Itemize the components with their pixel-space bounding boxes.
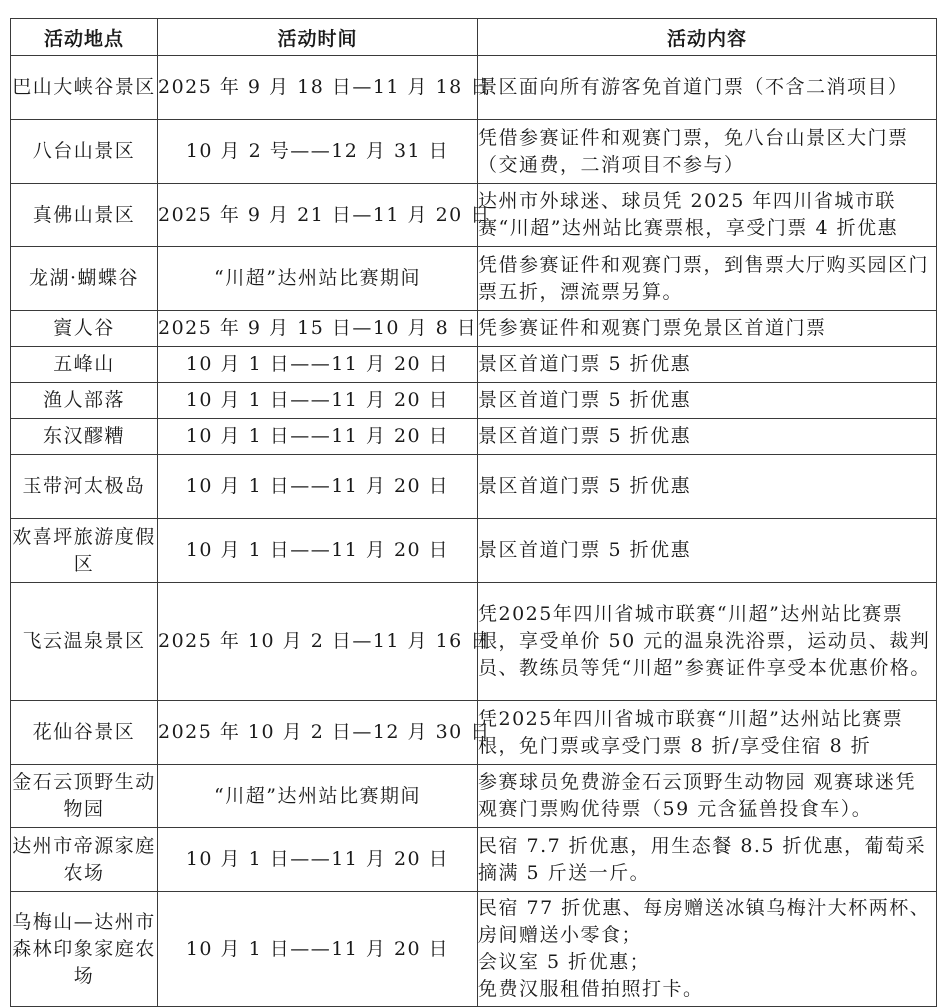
content-cell	[478, 383, 937, 419]
time-cell: 2025 年 9 月 15 日—10 月 8 日	[158, 311, 478, 347]
content-line: 景区面向所有游客免首道门票（不含二消项目）	[478, 76, 909, 98]
content-line: 凭2025年四川省城市联赛“川超”达州站比赛票根，享受单价 50 元的温泉洗浴票，运动员、裁判员、教练员等凭“川超”参赛证件享受本优惠价格。	[478, 603, 931, 679]
table-row	[11, 247, 937, 311]
content-line: 景区首道门票 5 折优惠	[478, 389, 692, 411]
content-line: 凭借参赛证件和观赛门票，免八台山景区大门票（交通费，二消项目不参与）	[478, 126, 909, 176]
header-location: 活动地点	[11, 19, 158, 56]
table-row	[11, 56, 937, 120]
time-cell: 2025 年 10 月 2 日—12 月 30 日	[158, 701, 478, 765]
location-cell: 玉带河太极岛	[11, 455, 158, 519]
time-cell: 10 月 2 号——12 月 31 日	[158, 120, 478, 184]
header-time: 活动时间	[158, 19, 478, 56]
content-cell	[478, 347, 937, 383]
content-line: 免费汉服租借拍照打卡。	[478, 978, 704, 1000]
time-cell: “川超”达州站比赛期间	[158, 247, 478, 311]
time-cell: 10 月 1 日——11 月 20 日	[158, 892, 478, 1007]
header-row	[11, 19, 937, 56]
content-cell	[478, 184, 937, 247]
content-cell	[478, 455, 937, 519]
content-line: 达州市外球迷、球员凭 2025 年四川省城市联赛“川超”达州站比赛票根，享受门票 4 折优惠	[478, 190, 899, 239]
table-row	[11, 828, 937, 892]
content-line: 凭2025年四川省城市联赛“川超”达州站比赛票根，免门票或享受门票 8 折/享受住宿 8 折	[478, 707, 904, 757]
table-row	[11, 701, 937, 765]
time-cell: 10 月 1 日——11 月 20 日	[158, 419, 478, 455]
content-line: 民宿 7.7 折优惠，用生态餐 8.5 折优惠，葡萄采摘满 5 斤送一斤。	[478, 834, 927, 884]
location-cell: 欢喜坪旅游度假区	[11, 519, 158, 583]
location-cell: 达州市帝源家庭农场	[11, 828, 158, 892]
table-row	[11, 519, 937, 583]
table-row	[11, 765, 937, 828]
content-line: 景区首道门票 5 折优惠	[478, 475, 692, 497]
content-cell	[478, 892, 937, 1007]
content-cell	[478, 765, 937, 828]
table-row	[11, 455, 937, 519]
content-cell	[478, 701, 937, 765]
content-cell	[478, 583, 937, 701]
table-row	[11, 311, 937, 347]
content-cell	[478, 828, 937, 892]
time-cell: 10 月 1 日——11 月 20 日	[158, 828, 478, 892]
content-cell	[478, 419, 937, 455]
content-cell	[478, 519, 937, 583]
time-cell: 2025 年 9 月 21 日—11 月 20 日	[158, 184, 478, 247]
location-cell: 花仙谷景区	[11, 701, 158, 765]
time-cell: 2025 年 10 月 2 日—11 月 16 日	[158, 583, 478, 701]
table-row	[11, 347, 937, 383]
location-cell: 巴山大峡谷景区	[11, 56, 158, 120]
table-row	[11, 120, 937, 184]
location-cell: 龙湖·蝴蝶谷	[11, 247, 158, 311]
time-cell: 10 月 1 日——11 月 20 日	[158, 347, 478, 383]
content-line: 会议室 5 折优惠；	[478, 951, 651, 973]
time-cell: “川超”达州站比赛期间	[158, 765, 478, 828]
content-line: 参赛球员免费游金石云顶野生动物园 观赛球迷凭观赛门票购优待票（59 元含猛兽投食车）。	[478, 771, 917, 820]
content-line: 景区首道门票 5 折优惠	[478, 539, 692, 561]
header-content: 活动内容	[478, 19, 937, 56]
location-cell: 乌梅山—达州市森林印象家庭农场	[11, 892, 158, 1007]
location-cell: 五峰山	[11, 347, 158, 383]
location-cell: 八台山景区	[11, 120, 158, 184]
location-cell: 真佛山景区	[11, 184, 158, 247]
table-row	[11, 383, 937, 419]
time-cell: 2025 年 9 月 18 日—11 月 18 日	[158, 56, 478, 120]
time-cell: 10 月 1 日——11 月 20 日	[158, 383, 478, 419]
content-cell	[478, 120, 937, 184]
location-cell: 东汉醪糟	[11, 419, 158, 455]
activity-table	[10, 18, 937, 1007]
content-cell	[478, 56, 937, 120]
time-cell: 10 月 1 日——11 月 20 日	[158, 519, 478, 583]
location-cell: 金石云顶野生动物园	[11, 765, 158, 828]
table-row	[11, 184, 937, 247]
location-cell: 渔人部落	[11, 383, 158, 419]
table-row	[11, 583, 937, 701]
table-row	[11, 892, 937, 1007]
content-line: 凭参赛证件和观赛门票免景区首道门票	[478, 317, 827, 339]
time-cell: 10 月 1 日——11 月 20 日	[158, 455, 478, 519]
location-cell: 飞云温泉景区	[11, 583, 158, 701]
content-line: 景区首道门票 5 折优惠	[478, 425, 692, 447]
content-cell	[478, 247, 937, 311]
content-cell	[478, 311, 937, 347]
table-row	[11, 419, 937, 455]
content-line: 景区首道门票 5 折优惠	[478, 353, 692, 375]
content-line: 凭借参赛证件和观赛门票，到售票大厅购买园区门票五折，漂流票另算。	[478, 253, 930, 303]
content-line: 民宿 77 折优惠、每房赠送冰镇乌梅汁大杯两杯、房间赠送小零食；	[478, 897, 931, 946]
location-cell: 賨人谷	[11, 311, 158, 347]
